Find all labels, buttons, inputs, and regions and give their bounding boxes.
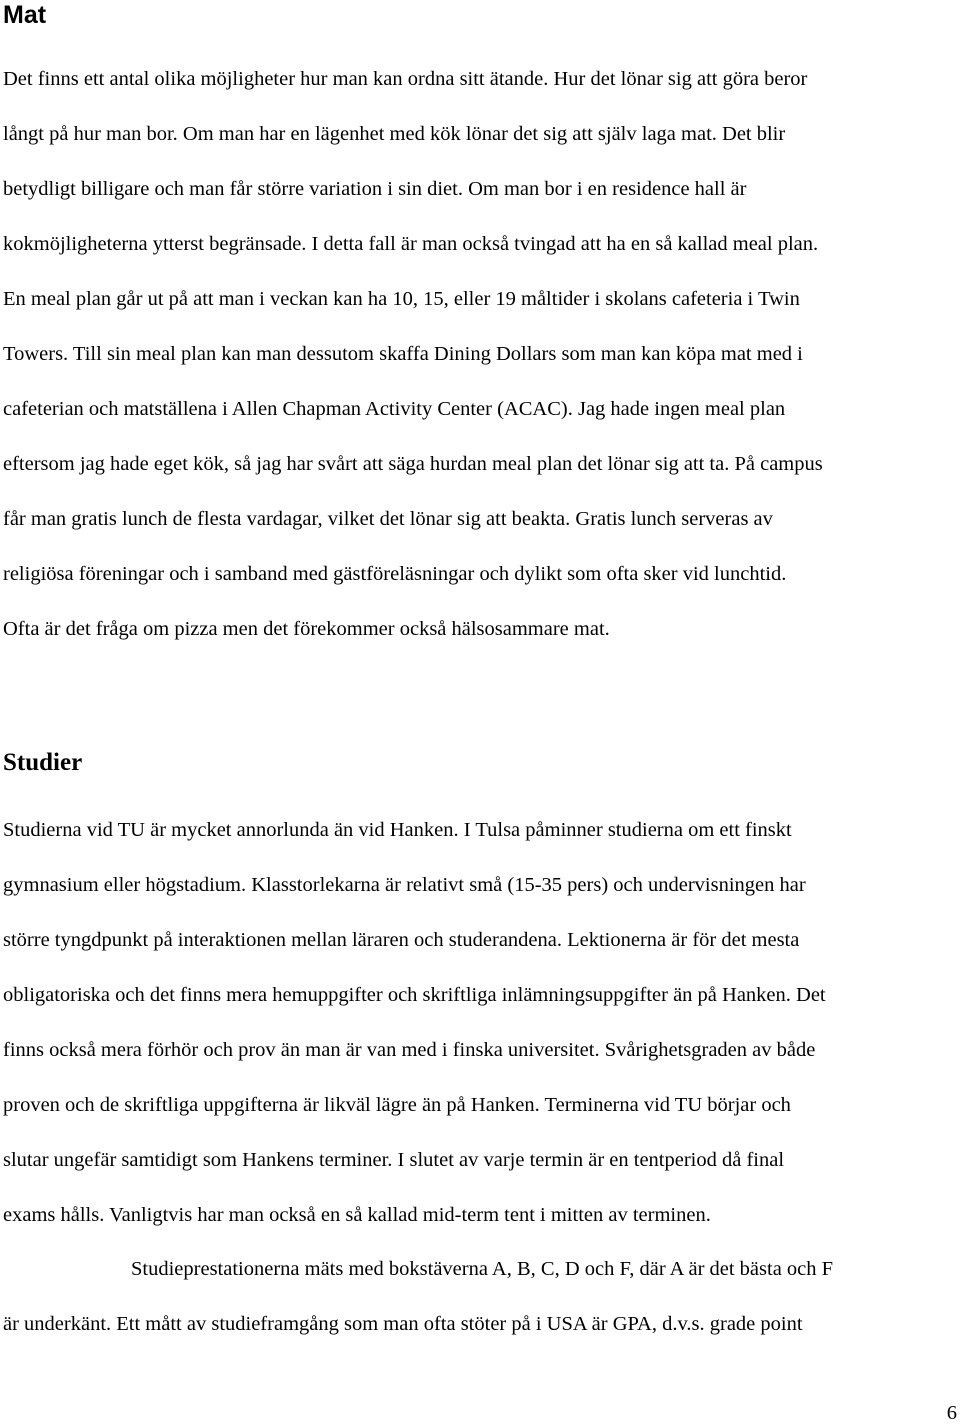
text-line: slutar ungefär samtidigt som Hankens terminer. I slutet av varje termin är en tentperiod då final (3, 1149, 785, 1171)
text-line: långt på hur man bor. Om man har en lägenhet med kök lönar det sig att själv laga mat. Det blir (3, 123, 786, 145)
section-heading-studier: Studier (3, 749, 83, 776)
paragraph-grades (3, 1242, 959, 1352)
text-line: är underkänt. Ett mått av studieframgång som man ofta stöter på i USA är GPA, d.v.s. grade point (3, 1313, 803, 1335)
text-line: Ofta är det fråga om pizza men det förekommer också hälsosammare mat. (3, 618, 610, 640)
text-line: får man gratis lunch de flesta vardagar, vilket det lönar sig att beakta. Gratis lunch serveras av (3, 508, 773, 530)
paragraph-mat (3, 52, 959, 657)
text-line: En meal plan går ut på att man i veckan kan ha 10, 15, eller 19 måltider i skolans cafeteria i Twin (3, 288, 800, 310)
text-line: kokmöjligheterna ytterst begränsade. I detta fall är man också tvingad att ha en så kallad meal plan. (3, 233, 819, 255)
text-line: obligatoriska och det finns mera hemuppgifter och skriftliga inlämningsuppgifter än på Hanken. Det (3, 984, 826, 1006)
text-line: större tyngdpunkt på interaktionen mellan läraren och studerandena. Lektionerna är för det mesta (3, 929, 800, 951)
text-line: Studieprestationerna mäts med bokstäverna A, B, C, D och F, där A är det bästa och F (131, 1258, 834, 1280)
text-line: religiösa föreningar och i samband med gästföreläsningar och dylikt som ofta sker vid lunchtid. (3, 563, 787, 585)
text-line: proven och de skriftliga uppgifterna är likväl lägre än på Hanken. Terminerna vid TU börjar och (3, 1094, 791, 1116)
paragraph-studier (3, 803, 959, 1243)
text-line: eftersom jag hade eget kök, så jag har svårt att säga hurdan meal plan det lönar sig att ta. På campus (3, 453, 823, 475)
text-line: exams hålls. Vanligtvis har man också en så kallad mid-term tent i mitten av terminen. (3, 1204, 711, 1226)
text-line: gymnasium eller högstadium. Klasstorlekarna är relativt små (15-35 pers) och undervisningen har (3, 874, 806, 896)
text-line: finns också mera förhör och prov än man är van med i finska universitet. Svårighetsgraden av både (3, 1039, 816, 1061)
text-line: betydligt billigare och man får större variation i sin diet. Om man bor i en residence hall är (3, 178, 747, 200)
text-line: cafeterian och matställena i Allen Chapman Activity Center (ACAC). Jag hade ingen meal plan (3, 398, 786, 420)
text-line: Towers. Till sin meal plan kan man dessutom skaffa Dining Dollars som man kan köpa mat med i (3, 343, 803, 365)
text-line: Det finns ett antal olika möjligheter hur man kan ordna sitt ätande. Hur det lönar sig att göra beror (3, 68, 808, 90)
page-number: 6 (946, 1402, 957, 1424)
section-heading-mat: Mat (3, 1, 47, 29)
text-line: Studierna vid TU är mycket annorlunda än vid Hanken. I Tulsa påminner studierna om ett finskt (3, 819, 792, 841)
